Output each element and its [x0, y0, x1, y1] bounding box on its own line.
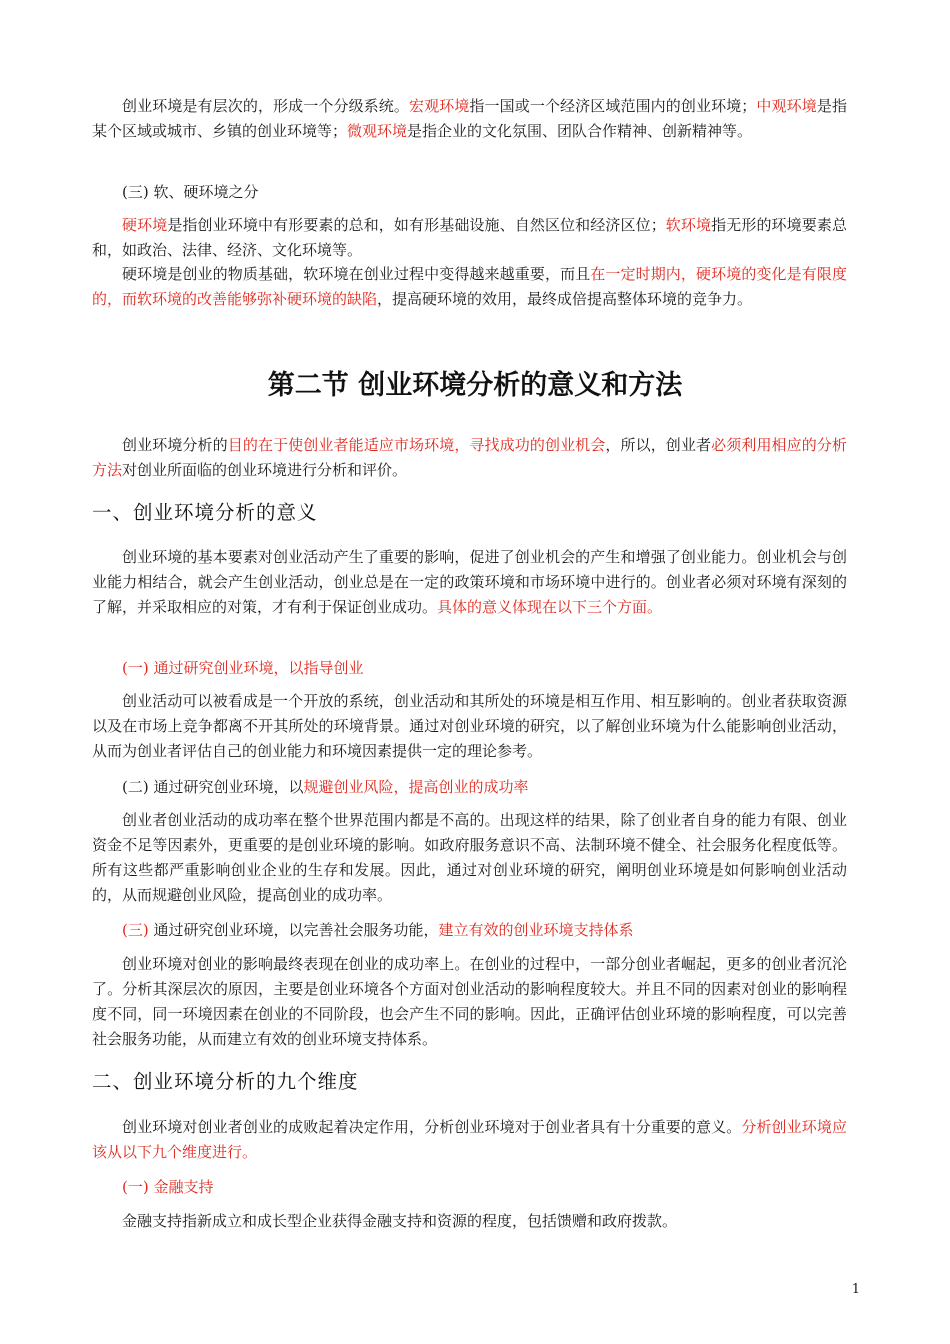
text: 是指创业环境中有形要素的总和，如有形基础设施、自然区位和经济区位； [167, 216, 666, 234]
paragraph-hard-soft-definition [92, 213, 847, 263]
paragraph-support: 创业环境对创业的影响最终表现在创业的成功率上。在创业的过程中，一部分创业者崛起，更多的创业者沉沦了。分析其深层次的原因，主要是创业环境各个方面对创业活动的影响程度较大。并且不同的因素对创业的影响程度不同，同一环境因素在创业的不同阶段，也会产生不同的影响。因此，正确评估创业环境的影响程度，可以完善社会服务功能，从而建立有效的创业环境支持体系。 [92, 955, 847, 1048]
section-title: 第二节 创业环境分析的意义和方法 [267, 370, 683, 401]
highlight-hard: 硬环境 [122, 216, 168, 234]
subheading-soft-hard: (三) 软、硬环境之分 [122, 183, 259, 201]
highlight-avoid-risk: 规避创业风险，提高创业的成功率 [303, 778, 529, 796]
text: 是指企业的文化氛围、团队合作精神、创新精神等。 [407, 122, 753, 140]
paragraph-analysis-purpose [92, 433, 847, 483]
paragraph-environment-levels [92, 94, 847, 144]
text: 创业环境是有层次的，形成一个分级系统。 [122, 97, 409, 115]
heading-nine-dimensions: 二、创业环境分析的九个维度 [92, 1070, 359, 1093]
page-number: 1 [851, 1282, 860, 1297]
text: 创业环境的基本要素对创业活动产生了重要的影响，促进了创业机会的产生和增强了创业能力。创业机会与创业能力相结合，就会产生创业活动，创业总是在一定的政策环境和市场环境中进行的。创业者必须对环境有深刻的了解，并采取相应的对策，才有利于保证创业成功。 [92, 548, 847, 616]
text: 硬环境是创业的物质基础，软环境在创业过程中变得越来越重要，而且 [122, 265, 591, 283]
text: 通过研究创业环境，以完善社会服务功能， [148, 921, 439, 939]
paragraph-nine-dimensions [92, 1115, 847, 1165]
highlight-number: (三) [122, 921, 149, 939]
heading-significance: 一、创业环境分析的意义 [92, 501, 318, 524]
paragraph-guide: 创业活动可以被看成是一个开放的系统，创业活动和其所处的环境是相互作用、相互影响的。创业者获取资源以及在市场上竞争都离不开其所处的环境背景。通过对创业环境的研究，以了解创业环境为什么能影响创业活动，从而为创业者评估自己的创业能力和环境因素提供一定的理论参考。 [92, 692, 847, 760]
subheading-guide-entrepreneurship: (一) 通过研究创业环境，以指导创业 [122, 659, 364, 677]
highlight-micro: 微观环境 [347, 122, 408, 140]
text: 指一国或一个经济区域范围内的创业环境； [469, 97, 757, 115]
paragraph-hard-soft-relation [92, 262, 847, 312]
highlight-meso: 中观环境 [756, 97, 817, 115]
highlight-nine-dimensions: 分析创业环境应该从以下九个维度进行。 [92, 1118, 847, 1161]
subheading-financial-support: (一) 金融支持 [122, 1178, 214, 1196]
subheading-avoid-risk [122, 775, 529, 800]
text: 创业环境对创业者创业的成败起着决定作用，分析创业环境对于创业者具有十分重要的意义。 [122, 1118, 742, 1136]
highlight-method: 必须利用相应的分析方法 [92, 436, 847, 479]
subheading-support-system [122, 918, 634, 943]
highlight-purpose: 目的在于使创业者能适应市场环境，寻找成功的创业机会 [227, 436, 606, 454]
highlight-three-aspects: 具体的意义体现在以下三个方面。 [437, 598, 663, 616]
paragraph-financial-support: 金融支持指新成立和成长型企业获得金融支持和资源的程度，包括馈赠和政府拨款。 [122, 1212, 678, 1230]
text: ，提高硬环境的效用，最终成倍提高整体环境的竞争力。 [377, 290, 753, 308]
highlight-text: 在一定时期内，硬环境的变化是有限度的，而软环境的改善能够弥补硬环境的缺陷 [92, 265, 847, 308]
highlight-support-system: 建立有效的创业环境支持体系 [438, 921, 634, 939]
text: ，所以，创业者 [605, 436, 712, 454]
highlight-macro: 宏观环境 [409, 97, 470, 115]
text: 创业环境分析的 [122, 436, 228, 454]
paragraph-significance [92, 545, 847, 620]
text: (二) 通过研究创业环境，以 [122, 778, 304, 796]
text: 是指某个区域或城市、乡镇的创业环境等； [92, 97, 847, 140]
text: 指无形的环境要素总和，如政治、法律、经济、文化环境等。 [92, 216, 847, 259]
highlight-soft: 软环境 [665, 216, 712, 234]
text: 对创业所面临的创业环境进行分析和评价。 [122, 461, 408, 479]
paragraph-risk: 创业者创业活动的成功率在整个世界范围内都是不高的。出现这样的结果，除了创业者自身的能力有限、创业资金不足等因素外，更重要的是创业环境的影响。如政府服务意识不高、法制环境不健全、社会服务化程度低等。所有这些都严重影响创业企业的生存和发展。因此，通过对创业环境的研究，阐明创业环境是如何影响创业活动的，从而规避创业风险，提高创业的成功率。 [92, 811, 847, 904]
